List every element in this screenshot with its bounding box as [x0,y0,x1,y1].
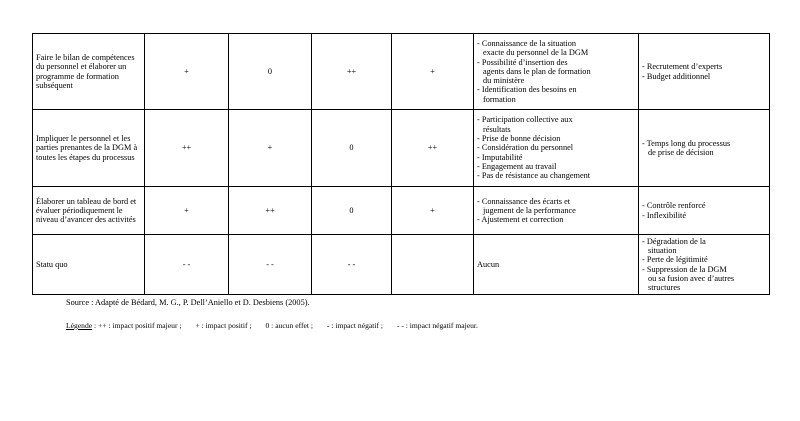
score-cell: + [392,34,474,110]
legend-item: : ++ : impact positif majeur ; [94,321,182,330]
cell-line: situation [648,245,677,255]
score-cell: - - [145,235,229,295]
cell-line: - Pas de résistance au changement [477,171,591,181]
legend-note [66,321,478,330]
score-cell: ++ [145,110,229,187]
cell-line: - Connaissance des écarts et [477,196,571,206]
score-cell: + [145,187,229,235]
cell-line: - Imputabilité [477,152,523,162]
cell-line: - Suppression de la DGM [642,264,727,274]
cell-line: - Connaissance de la situation [477,38,577,48]
option-cell: Impliquer le personnel et les parties prenantes de la DGM à toutes les étapes du processus [33,110,145,187]
disadvantages-cell [639,235,770,295]
cell-line: résultats [483,124,511,134]
cell-line: - Participation collective aux [477,115,573,125]
advantages-cell [474,187,639,235]
cell-line: - Identification des besoins en [477,85,577,95]
legend-item: - - : impact négatif majeur. [396,321,478,330]
advantages-cell [474,110,639,187]
disadvantages-cell [639,187,770,235]
score-cell: + [229,110,312,187]
cell-line: structures [648,283,681,293]
cell-line: de prise de décision [648,148,714,157]
table-row [33,235,770,295]
option-cell: Faire le bilan de compétences du personnel et élaborer un programme de formation subséquent [33,34,145,110]
cell-line: agents dans le plan de formation [483,66,591,76]
option-cell: Statu quo [33,235,145,295]
disadvantages-cell [639,110,770,187]
legend-label: Légende [66,321,93,330]
table-row [33,34,770,110]
cell-line: du ministère [483,76,525,86]
cell-line: Aucun [477,259,500,269]
disadvantages-cell [639,34,770,110]
advantages-cell [474,34,639,110]
score-cell: + [392,187,474,235]
legend-item: 0 : aucun effet ; [265,321,313,330]
cell-line: - Ajustement et correction [477,215,564,225]
cell-line: formation [483,94,516,104]
legend-item: + : impact positif ; [195,321,252,330]
score-cell: 0 [229,34,312,110]
cell-line: - Considération du personnel [477,143,574,153]
score-cell: - - [229,235,312,295]
table-row [33,110,770,187]
score-cell: ++ [392,110,474,187]
options-matrix-body [33,34,770,295]
source-note: Source : Adapté de Bédard, M. G., P. Dell’Aniello et D. Desbiens (2005). [66,298,310,307]
cell-line: ou sa fusion avec d’autres [648,273,735,283]
score-cell: 0 [312,110,392,187]
cell-line: - Perte de légitimité [642,255,708,265]
legend-item: - : impact négatif ; [326,321,383,330]
advantages-cell [474,235,639,295]
cell-line: - Prise de bonne décision [477,134,561,144]
score-cell: - - [312,235,392,295]
cell-line: - Budget additionnel [642,71,711,81]
options-matrix-table [32,33,770,295]
cell-line: - Engagement au travail [477,161,557,171]
score-cell: + [145,34,229,110]
cell-line: exacte du personnel de la DGM [483,48,589,58]
cell-line: jugement de la performance [483,205,576,215]
score-cell: ++ [229,187,312,235]
cell-line: - Recrutement d’experts [642,62,723,72]
option-cell: Élaborer un tableau de bord et évaluer périodiquement le niveau d’avancer des activités [33,187,145,235]
cell-line: - Inflexibilité [642,210,687,220]
cell-line: - Dégradation de la [642,236,706,246]
cell-line: - Temps long du processus [642,138,731,148]
score-cell [392,235,474,295]
score-cell: ++ [312,34,392,110]
table-row [33,187,770,235]
score-cell: 0 [312,187,392,235]
cell-line: - Contrôle renforcé [642,201,706,211]
cell-line: - Possibilité d’insertion des [477,57,568,67]
